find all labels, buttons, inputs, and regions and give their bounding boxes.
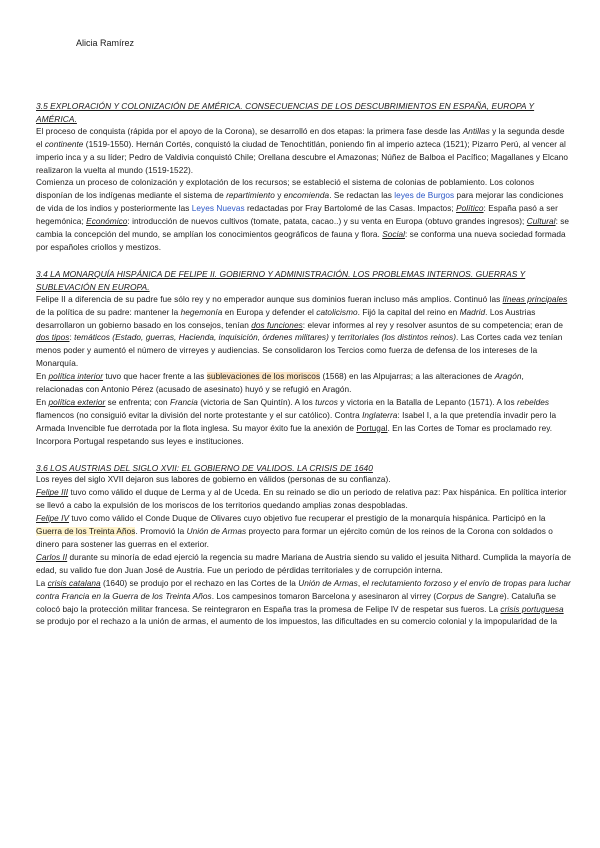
text: (1640) se produjo por el rechazo en las Cortes de la [100,578,299,588]
text: de la política de su padre: mantener la [36,307,181,317]
term-politica-interior: política interior [48,372,104,382]
emphasis-hegemonia: hegemonía [180,307,223,317]
term-cultural: Cultural [526,217,556,227]
text: (victoria de San Quintín). A los [197,397,316,407]
text: tuvo como válido el duque de Lerma y al de Uceda. En su reinado se dio un periodo de relativa paz: Pax hispánica. En política interior se llevó a cabo la expulsión de los moriscos de los territorios quedando amplias zonas despobladas. [36,488,567,511]
text: para mejorar las condiciones de vida de los indios y posteriormente las [36,191,564,214]
link-leyes-nuevas[interactable]: Leyes Nuevas [191,204,245,214]
term-carlos-ii: Carlos II [36,552,68,562]
emphasis-aragon: Aragón [494,372,522,382]
text: tuvo que hacer frente a las [103,372,207,382]
text: proyecto para formar un ejército común de los reinos de la Corona con soldados o dinero para sostener las guerras en el exterior. [36,527,553,549]
term-felipe-iii: Felipe III [36,488,69,498]
term-lineas-principales: líneas principales [502,294,568,304]
term-dos-funciones: dos funciones [251,320,303,330]
author-name: Alicia Ramírez [76,38,135,48]
text: : se conforma una nueva sociedad formada por españoles criollos y mestizos. [36,230,566,252]
emphasis-inglaterra: Inglaterra [362,410,398,420]
text: En [36,397,49,407]
paragraph: Los reyes del siglo XVII dejaron sus labores de gobierno en válidos (personas de su confianza). [36,475,391,485]
text: ). Cataluña se colocó bajo la protección militar francesa. Se reintegraron en España tras la promesa de Felipe IV de respetar sus fueros. La [36,591,556,614]
text: El proceso de conquista (rápida por el apoyo de la Corona), se desarrolló en dos etapas: la primera fase desde las [36,126,463,136]
text: se enfrenta; con [105,397,170,407]
text: . Las Cortes cada vez tenían menos poder y aumentó el número de virreyes y audiencias. Se consolidaron los Tercios como fuerza de defensa de los intereses de la Monarquía. [36,333,563,369]
spacer [36,449,572,462]
highlight-sublevaciones: sublevaciones de los moriscos [206,372,321,382]
paragraph [36,371,572,397]
paragraph [36,294,572,371]
text: se produjo por el rechazo a la unión de armas, el aumento de los impuestos, las dificultades en su comercio colonial y la impopularidad de la [36,617,558,627]
text: . Los Austrias desarrollaron un gobierno basado en los consejos, tenían [36,307,536,330]
text: : [69,333,75,343]
text: : España pasó a ser hegemónica; [36,204,558,227]
text: , [357,578,363,588]
paragraph [36,578,572,630]
emphasis-madrid: Madrid [459,307,486,317]
emphasis-union-armas: Unión de Armas [186,527,247,537]
text: : Isabel I, a la que pretendía invadir pero la Armada Invencible fue derrotada por la flota inglesa. Su mayor éxito fue la anexión de [36,410,557,433]
text: Comienza un proceso de colonización y explotación de los recursos; se estableció el sistema de colonias de poblamiento. Los colonos disponían de los indígenas mediante el sistema de [36,178,535,201]
text: en Europa y defender el [222,307,317,317]
term-crisis-portuguesa: crisis portuguesa [500,604,564,614]
text: Felipe II a diferencia de su padre fue sólo rey y no emperador aunque sus dominios fueran incluso más amplios. Continuó las [36,294,503,304]
text: y [274,191,284,201]
text: . Se redactan las [329,191,395,201]
text: (1519-1550). Hernán Cortés, conquistó la ciudad de Tenochtitlán, poniendo fin al imperio azteca (1521); Pizarro Perú, al vencer al imperio inca y a su líder; Pedro de Valdivia conquistó Chile; Orellana descubre el Amazonas; Núñez de Balboa el Pacífico; Magallanes y Elcano realizaron la vuelta al mundo (1519-1522). [36,139,568,175]
text: : se cambia la concepción del mundo, se amplían los conocimientos geográficos de fauna y flora. [36,217,570,240]
text: : elevar informes al rey y resolver asuntos de su competencia; eran de [302,320,564,330]
paragraph [36,397,572,449]
emphasis-encomienda: encomienda [283,191,330,201]
text: (1568) en las Alpujarras; a las alteraciones de [320,372,495,382]
text: flamencos (no consiguió evitar la división del norte protestante y el sur católico). Contra [36,410,363,420]
emphasis-francia: Francia [170,397,198,407]
term-felipe-iv: Felipe IV [36,514,70,524]
term-politica-exterior: política exterior [48,397,106,407]
text: y victoria en la Batalla de Lepanto (1571). A los [337,397,518,407]
paragraph [36,177,572,254]
text: , relacionadas con Antonio Pérez (acusado de asesinato) huyó y se refugió en Aragón. [36,372,524,395]
spacer [36,255,572,268]
section-heading: 3.5 EXPLORACIÓN Y COLONIZACIÓN DE AMÉRICA. CONSECUENCIAS DE LOS DESCUBRIMIENTOS EN ESPAÑA, EUROPA Y AMÉRICA. [36,101,535,124]
text: En [36,372,49,382]
emphasis-antillas: Antillas [462,126,490,136]
emphasis-corpus-sangre: Corpus de Sangre [436,591,504,601]
text: . Fijó la capital del reino en [357,307,460,317]
highlight-guerra-treinta-anos: Guerra de los Treinta Años [36,527,136,537]
text: tuvo como válido el Conde Duque de Olivares cuyo objetivo fue recuperar el prestigio de la monarquía hispánica. Participó en la [69,514,546,524]
term-politico: Político [456,204,484,214]
text: : introducción de nuevos cultivos (tomate, patata, cacao..) y su venta en Europa (obtuvo grandes ingresos); [127,217,527,227]
emphasis-tematicos: temáticos (Estado, guerras, Hacienda, inquisición, órdenes militares) [74,333,329,343]
document-body [36,100,572,629]
term-dos-tipos: dos tipos [36,333,70,343]
emphasis-repartimiento: repartimiento [226,191,275,201]
section-3-6 [36,462,572,630]
section-heading: 3.4 LA MONARQUÍA HISPÁNICA DE FELIPE II. GOBIERNO Y ADMINISTRACIÓN. LOS PROBLEMAS INTERNOS. GUERRAS Y SUBLEVACIÓN EN EUROPA. [36,268,526,292]
text: . Los campesinos tomaron Barcelona y asesinaron al virrey ( [211,591,437,601]
paragraph [36,126,572,178]
section-3-5 [36,100,572,255]
link-leyes-burgos[interactable]: leyes de Burgos [394,191,455,201]
text: . En las Cortes de Tomar es proclamado rey. Incorpora Portugal respetando sus leyes e instituciones. [36,423,553,446]
emphasis-union-armas: Unión de Armas [298,578,358,588]
paragraph [36,513,572,552]
text: y la segunda desde el [36,126,565,149]
term-social: Social [382,230,405,240]
paragraph [36,552,572,578]
emphasis-continente: continente [44,139,84,149]
term-economico: Económico [86,217,128,227]
text: durante su minoría de edad ejerció la regencia su madre Mariana de Austria siendo su valido el jesuita Nithard. Cumplida la mayoría de edad, su valido fue don Juan José de Austria. Fue un periodo de pérdidas territoriales y de corrupción interna. [36,552,572,575]
paragraph [36,487,572,513]
emphasis-reclutamiento: el reclutamiento forzoso y el envío de tropas para luchar contra Francia en la Guerra de los Treinta Años [36,578,571,601]
emphasis-catolicismo: catolicismo [316,307,358,317]
term-portugal: Portugal [356,423,388,433]
text: . Promovió la [135,527,187,537]
text: y [328,333,338,343]
emphasis-rebeldes: rebeldes [517,397,550,407]
term-crisis-catalana: crisis catalana [47,578,101,588]
text: La [36,578,48,588]
text: redactadas por Fray Bartolomé de las Casas. Impactos; [244,204,457,214]
emphasis-turcos: turcos [315,397,338,407]
section-heading: 3.6 LOS AUSTRIAS DEL SIGLO XVII: EL GOBIERNO DE VALIDOS. LA CRISIS DE 1640 [36,462,373,473]
section-3-4 [36,268,572,449]
emphasis-territoriales: territoriales (los distintos reinos) [337,333,457,343]
